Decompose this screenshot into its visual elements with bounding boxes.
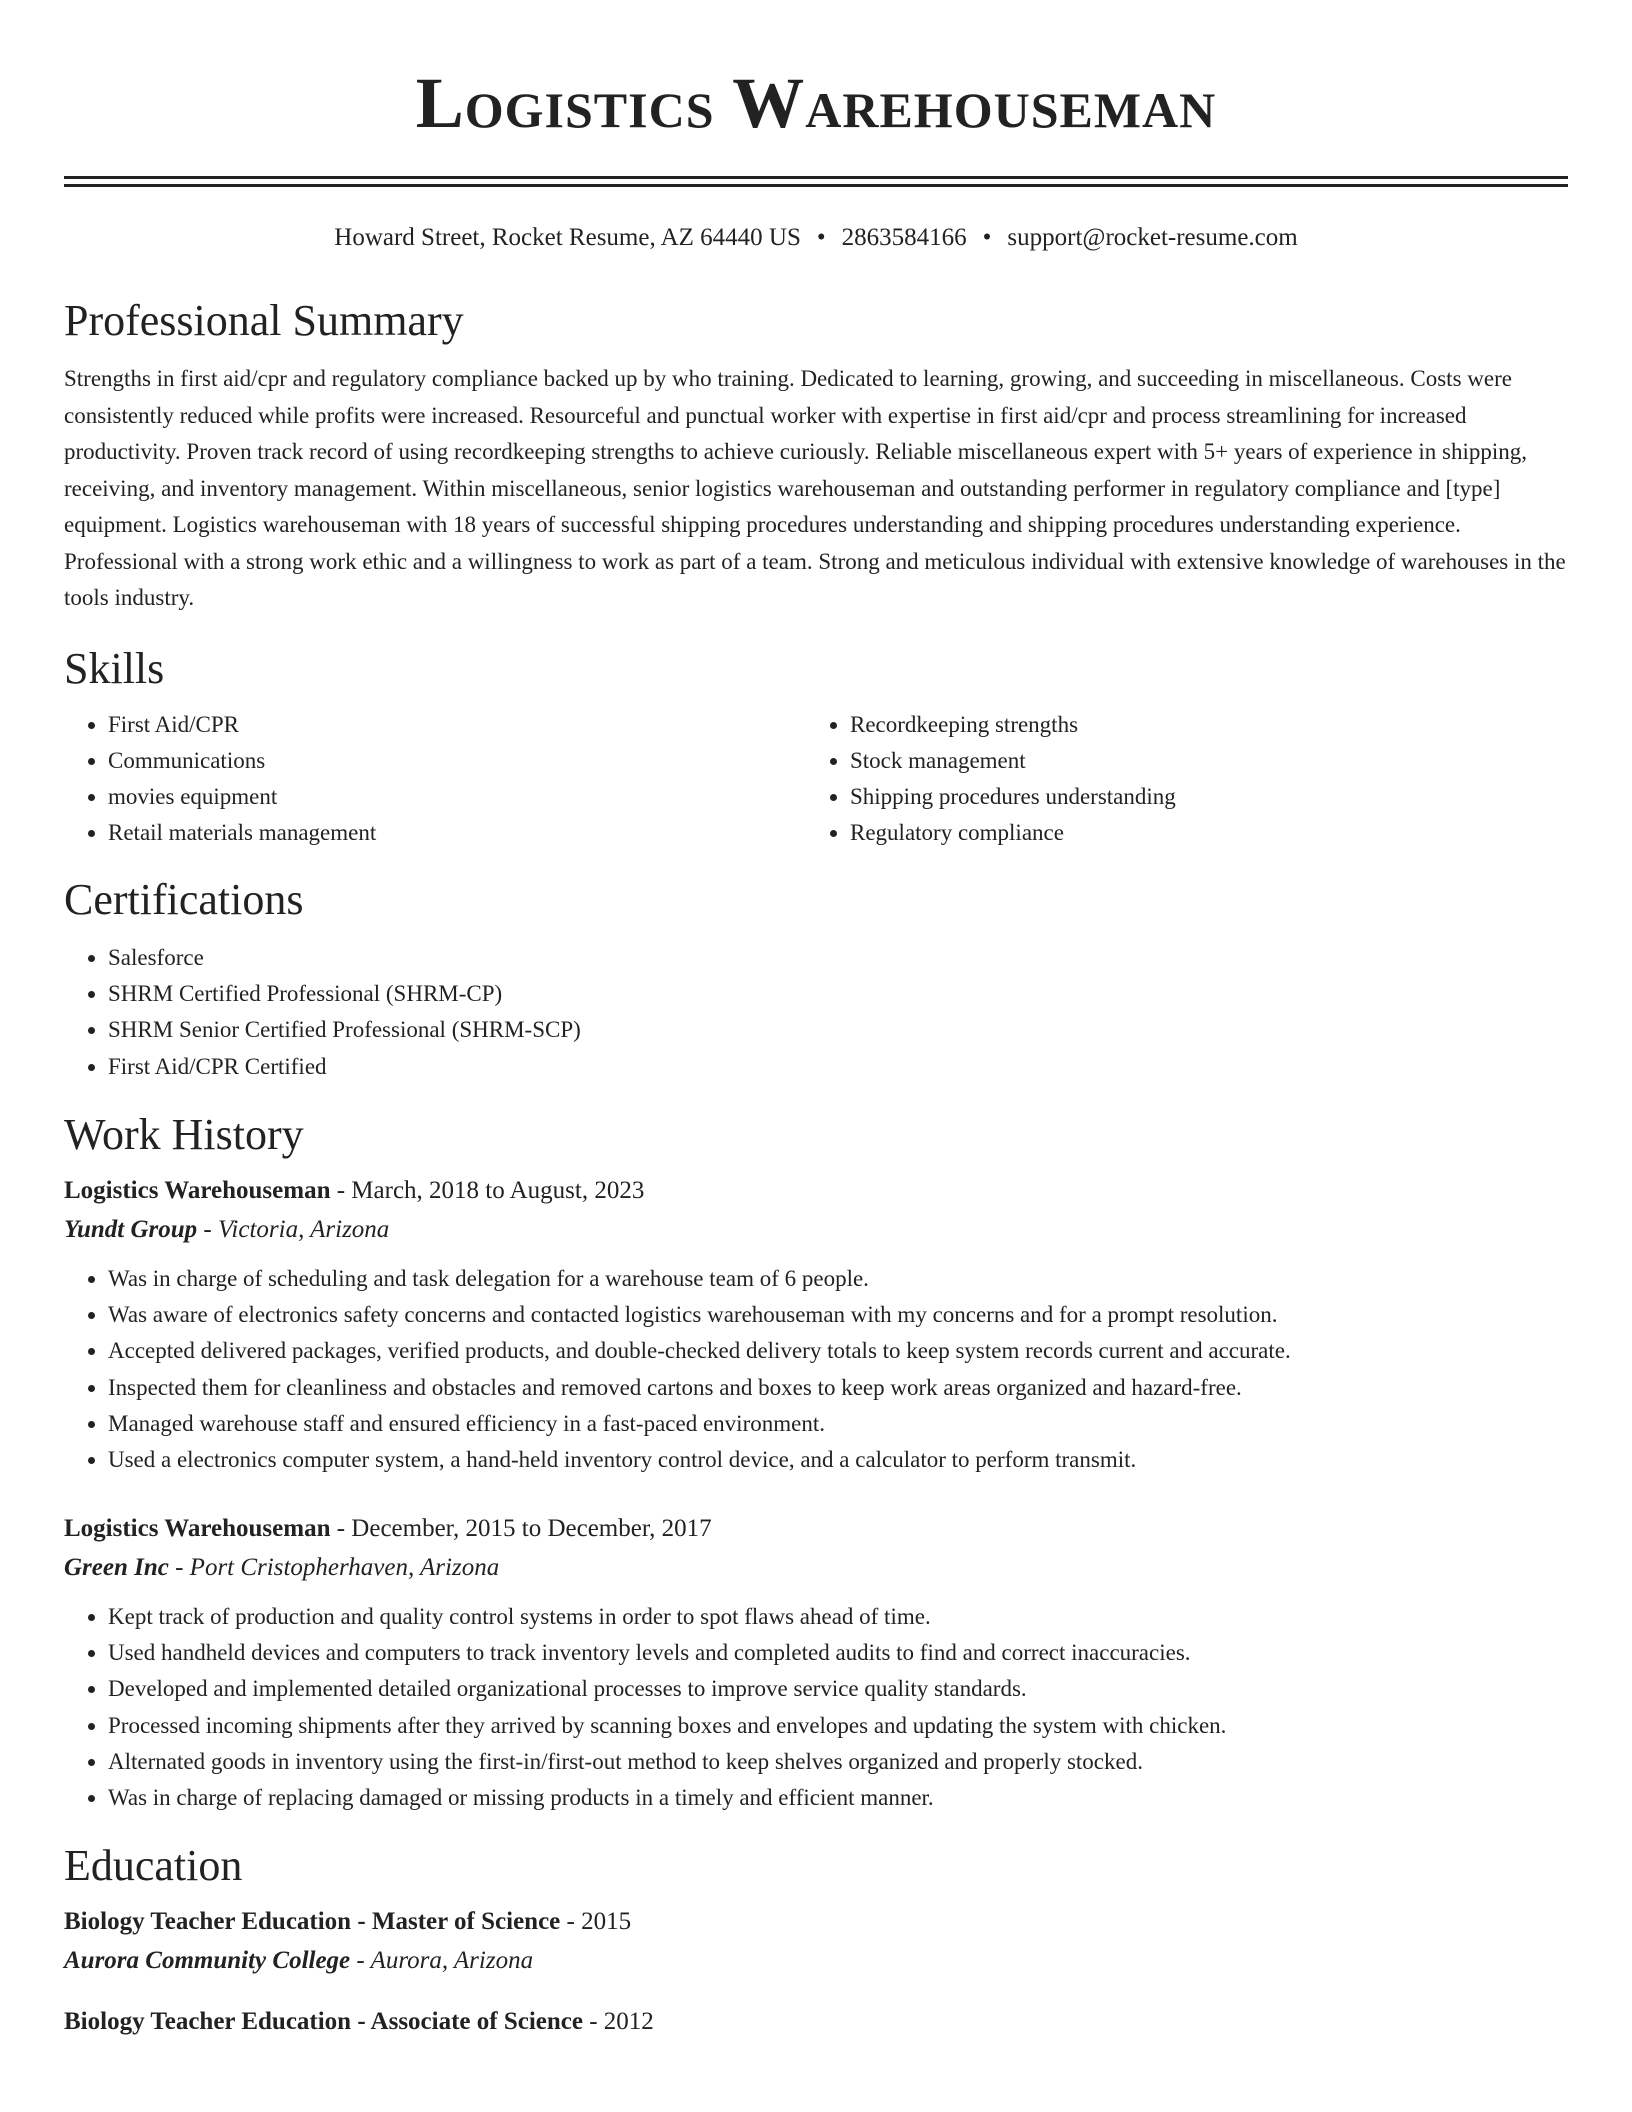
job-header: [64, 1509, 1568, 1549]
job-bullet: • Processed incoming shipments after they arrived by scanning boxes and envelopes and updating the system with chicken.: [108, 1708, 1568, 1744]
skill-item: • Regulatory compliance: [850, 815, 1548, 851]
skills-list-left: [64, 707, 806, 852]
resume-name: Logistics Warehouseman: [415, 63, 1217, 143]
certification-item: • SHRM Senior Certified Professional (SHRM-SCP): [108, 1012, 1568, 1048]
education-degree: Biology Teacher Education - Master of Science: [64, 1908, 561, 1936]
job-header: [64, 1171, 1568, 1211]
skill-item: • Recordkeeping strengths: [850, 707, 1548, 743]
job-bullets: [64, 1599, 1568, 1817]
skills-list-right: [806, 707, 1548, 852]
job-bullet: • Inspected them for cleanliness and obstacles and removed cartons and boxes to keep work areas organized and hazard-free.: [108, 1370, 1568, 1406]
education-degree: Biology Teacher Education - Associate of Science: [64, 2008, 583, 2036]
summary-text: Strengths in first aid/cpr and regulatory compliance backed up by who training. Dedicated to learning, growing, and succeeding in miscellaneous. Costs were consistently reduced while profits were increased. Resourceful and punctual worker with expertise in first aid/cpr and process streamlining for increased productivity. Proven track record of using recordkeeping strengths to achieve curiously. Reliable miscellaneous expert with 5+ years of experience in shipping, receiving, and inventory management. Within miscellaneous, senior logistics warehouseman and outstanding performer in regulatory compliance and [type] equipment. Logistics warehouseman with 18 years of successful shipping procedures understanding and shipping procedures understanding experience. Professional with a strong work ethic and a willingness to work as part of a team. Strong and meticulous individual with extensive knowledge of warehouses in the tools industry.: [64, 366, 1566, 610]
education-location: - Aurora, Arizona: [350, 1947, 534, 1975]
certification-item: • First Aid/CPR Certified: [108, 1049, 1568, 1085]
job-bullet: • Developed and implemented detailed organizational processes to improve service quality standards.: [108, 1671, 1568, 1707]
job-bullet: • Alternated goods in inventory using the first-in/first-out method to keep shelves organized and properly stocked.: [108, 1744, 1568, 1780]
work-history-heading: Work History: [64, 1109, 304, 1159]
skills-column-right: [806, 707, 1548, 852]
education-entry: [64, 1902, 1568, 1980]
job-dates: - December, 2015 to December, 2017: [330, 1514, 712, 1542]
job-bullet: • Was aware of electronics safety concerns and contacted logistics warehouseman with my concerns and for a prompt resolution.: [108, 1297, 1568, 1333]
skill-item: • Stock management: [850, 743, 1548, 779]
job-company-line: [64, 1211, 1568, 1249]
job-bullet: • Kept track of production and quality control systems in order to spot flaws ahead of time.: [108, 1599, 1568, 1635]
education-year: - 2015: [560, 1908, 632, 1936]
skills-column-left: [64, 707, 806, 852]
job-bullet: • Accepted delivered packages, verified products, and double-checked delivery totals to keep system records current and accurate.: [108, 1333, 1568, 1369]
education-degree-line: [64, 1902, 1568, 1942]
job-bullet: • Used handheld devices and computers to track inventory levels and completed audits to find and correct inaccuracies.: [108, 1635, 1568, 1671]
header-double-rule: [64, 176, 1568, 187]
job-bullet: • Managed warehouse staff and ensured efficiency in a fast-paced environment.: [108, 1406, 1568, 1442]
education-heading: Education: [64, 1841, 243, 1891]
contact-phone[interactable]: 2863584166: [841, 224, 967, 251]
skill-item: • Communications: [108, 743, 806, 779]
education-school: Aurora Community College: [64, 1947, 351, 1975]
contact-email[interactable]: support@rocket-resume.com: [1007, 224, 1298, 251]
education-year: - 2012: [582, 2008, 654, 2036]
skill-item: • First Aid/CPR: [108, 707, 806, 743]
education-entry: [64, 2002, 1568, 2042]
skill-item: • Retail materials management: [108, 815, 806, 851]
contact-line: [64, 221, 1568, 255]
education-school-line: [64, 1942, 1568, 1980]
certification-item: • SHRM Certified Professional (SHRM-CP): [108, 976, 1568, 1012]
job-dates: - March, 2018 to August, 2023: [330, 1176, 645, 1204]
job-bullet: • Used a electronics computer system, a hand-held inventory control device, and a calculator to perform transmit.: [108, 1442, 1568, 1478]
job-bullet: • Was in charge of replacing damaged or missing products in a timely and efficient manner.: [108, 1780, 1568, 1816]
contact-address: Howard Street, Rocket Resume, AZ 64440 US: [334, 224, 801, 251]
certification-item: • Salesforce: [108, 940, 1568, 976]
certifications-list: [64, 940, 1568, 1085]
job-bullets: [64, 1261, 1568, 1479]
certifications-heading: Certifications: [64, 874, 304, 924]
skill-item: • Shipping procedures understanding: [850, 779, 1548, 815]
job-entry: [64, 1171, 1568, 1479]
job-entry: [64, 1509, 1568, 1817]
summary-heading: Professional Summary: [64, 296, 464, 345]
skill-item: • movies equipment: [108, 779, 806, 815]
contact-separator: •: [982, 224, 992, 251]
job-company-line: [64, 1549, 1568, 1587]
education-degree-line: [64, 2002, 1568, 2042]
job-location: - Victoria, Arizona: [197, 1215, 390, 1243]
job-company: Yundt Group: [64, 1215, 198, 1243]
job-bullet: • Was in charge of scheduling and task delegation for a warehouse team of 6 people.: [108, 1261, 1568, 1297]
contact-separator: •: [816, 224, 826, 251]
job-role: Logistics Warehouseman: [64, 1514, 331, 1542]
skills-grid: [64, 707, 1568, 852]
job-location: - Port Cristopherhaven, Arizona: [168, 1553, 500, 1581]
skills-heading: Skills: [64, 643, 165, 693]
job-company: Green Inc: [64, 1553, 169, 1581]
job-role: Logistics Warehouseman: [64, 1176, 331, 1204]
